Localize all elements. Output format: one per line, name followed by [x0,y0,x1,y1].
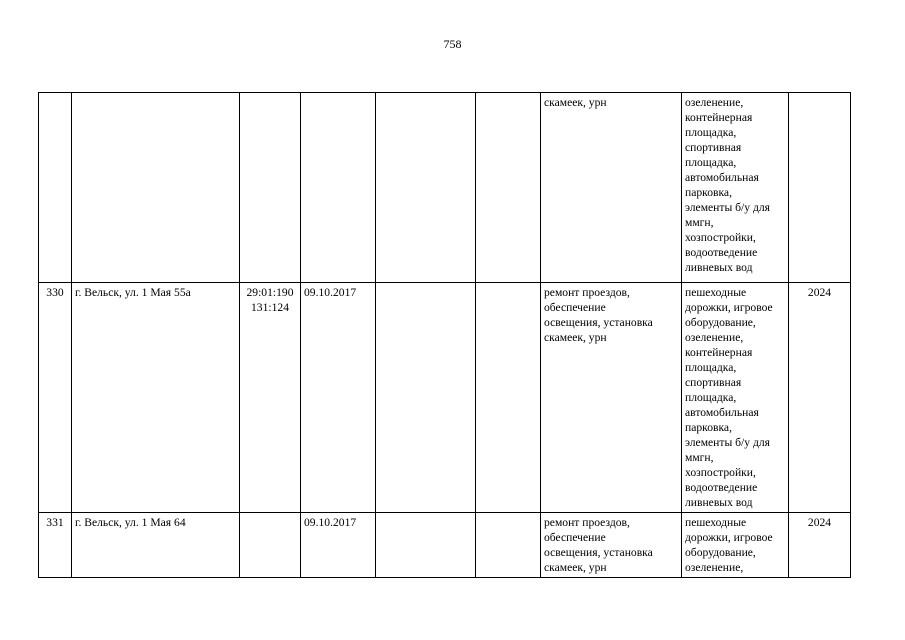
elements-cell-line: озеленение, [685,96,744,109]
cadastral-number-cell [240,283,301,513]
elements-cell-line: водоотведение [685,481,758,494]
date-cell: 09.10.2017 [301,513,376,578]
address-cell [72,93,240,283]
cadastral-number-cell-line: 29:01:190 [246,286,294,299]
empty-cell [476,93,541,283]
works-cell-line: скамеек, урн [544,331,607,344]
elements-cell-line: ммгн, [685,451,714,464]
works-cell-line: ремонт проездов, [544,516,630,529]
works-cell [541,513,682,578]
row-number: 330 [39,283,72,513]
table-body [39,93,851,578]
elements-cell-line: ливневых вод [685,496,753,509]
elements-cell [682,93,789,283]
elements-cell-line: хозпостройки, [685,231,756,244]
elements-cell-line: элементы б/у для [685,201,770,214]
elements-cell-line: пешеходные [685,286,747,299]
elements-cell-line: элементы б/у для [685,436,770,449]
elements-cell-line: площадка, [685,126,737,139]
elements-cell-line: площадка, [685,361,737,374]
table-row [39,93,851,283]
elements-cell-line: парковка, [685,421,732,434]
elements-cell-line: дорожки, игровое [685,531,773,544]
address-cell: г. Вельск, ул. 1 Мая 55а [72,283,240,513]
address-cell: г. Вельск, ул. 1 Мая 64 [72,513,240,578]
elements-cell-line: ливневых вод [685,261,753,274]
works-cell-line: освещения, установка [544,316,653,329]
page-number: 758 [443,37,462,51]
empty-cell [376,93,476,283]
elements-cell-line: озеленение, [685,561,744,574]
row-number: 331 [39,513,72,578]
elements-cell-line: оборудование, [685,316,756,329]
table-row [39,513,851,578]
elements-cell-line: дорожки, игровое [685,301,773,314]
year-cell: 2024 [789,513,851,578]
elements-cell-line: спортивная [685,141,742,154]
works-cell-line: освещения, установка [544,546,653,559]
date-cell: 09.10.2017 [301,283,376,513]
elements-cell-line: спортивная [685,376,742,389]
elements-cell-line: водоотведение [685,246,758,259]
works-cell-line: ремонт проездов, [544,286,630,299]
works-cell [541,283,682,513]
works-cell-line: скамеек, урн [544,561,607,574]
cadastral-number-cell-line: 131:124 [250,301,289,314]
elements-cell-line: автомобильная [685,171,759,184]
empty-cell [376,513,476,578]
works-cell-line: обеспечение [544,531,606,544]
elements-cell-line: хозпостройки, [685,466,756,479]
empty-cell [376,283,476,513]
works-cell-line: скамеек, урн [544,96,607,109]
year-cell [789,93,851,283]
year-cell: 2024 [789,283,851,513]
elements-cell-line: оборудование, [685,546,756,559]
date-cell [301,93,376,283]
works-cell-line: обеспечение [544,301,606,314]
works-cell [541,93,682,283]
table-row [39,283,851,513]
elements-cell-line: парковка, [685,186,732,199]
cadastral-number-cell [240,93,301,283]
elements-cell-line: озеленение, [685,331,744,344]
elements-cell [682,513,789,578]
empty-cell [476,513,541,578]
elements-cell-line: контейнерная [685,111,753,124]
elements-cell-line: контейнерная [685,346,753,359]
cadastral-number-cell [240,513,301,578]
elements-cell-line: ммгн, [685,216,714,229]
elements-cell-line: автомобильная [685,406,759,419]
elements-cell [682,283,789,513]
empty-cell [476,283,541,513]
registry-table [38,92,851,578]
elements-cell-line: площадка, [685,391,737,404]
row-number [39,93,72,283]
elements-cell-line: площадка, [685,156,737,169]
elements-cell-line: пешеходные [685,516,747,529]
